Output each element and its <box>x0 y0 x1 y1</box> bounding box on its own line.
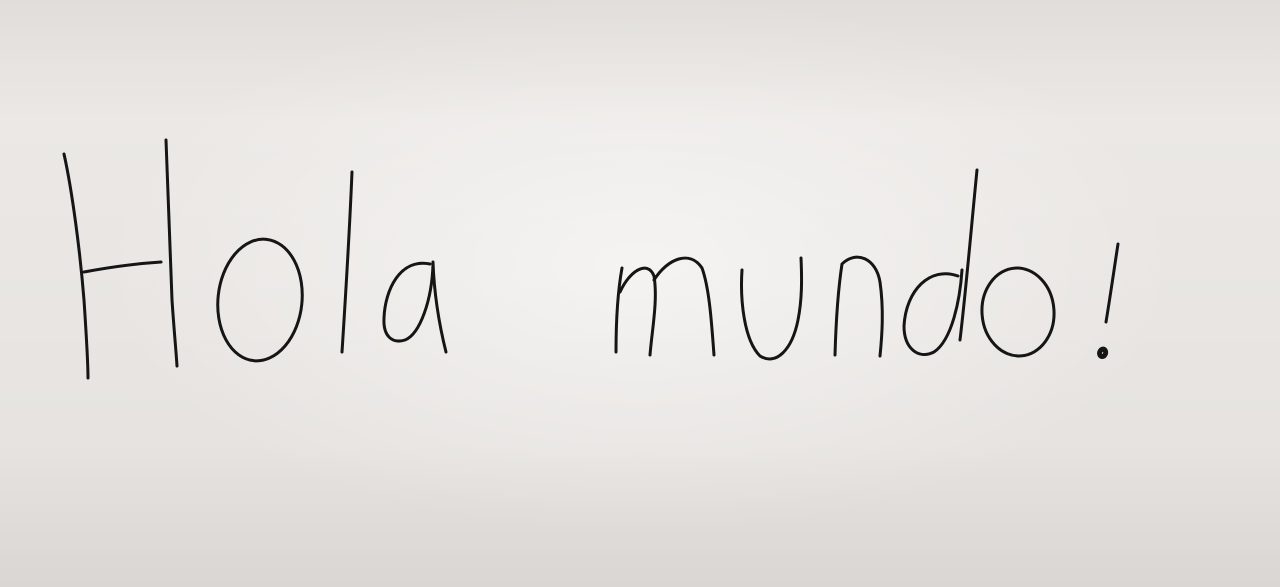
letter-o <box>212 235 308 365</box>
letter-n <box>835 257 882 356</box>
exclamation-mark <box>1100 244 1118 356</box>
letter-d <box>904 170 977 354</box>
letter-a <box>384 262 446 352</box>
letter-m <box>616 258 714 355</box>
letter-o-2 <box>979 266 1057 359</box>
letter-l <box>342 172 352 352</box>
letter-u <box>742 258 802 359</box>
letter-H <box>64 140 177 378</box>
